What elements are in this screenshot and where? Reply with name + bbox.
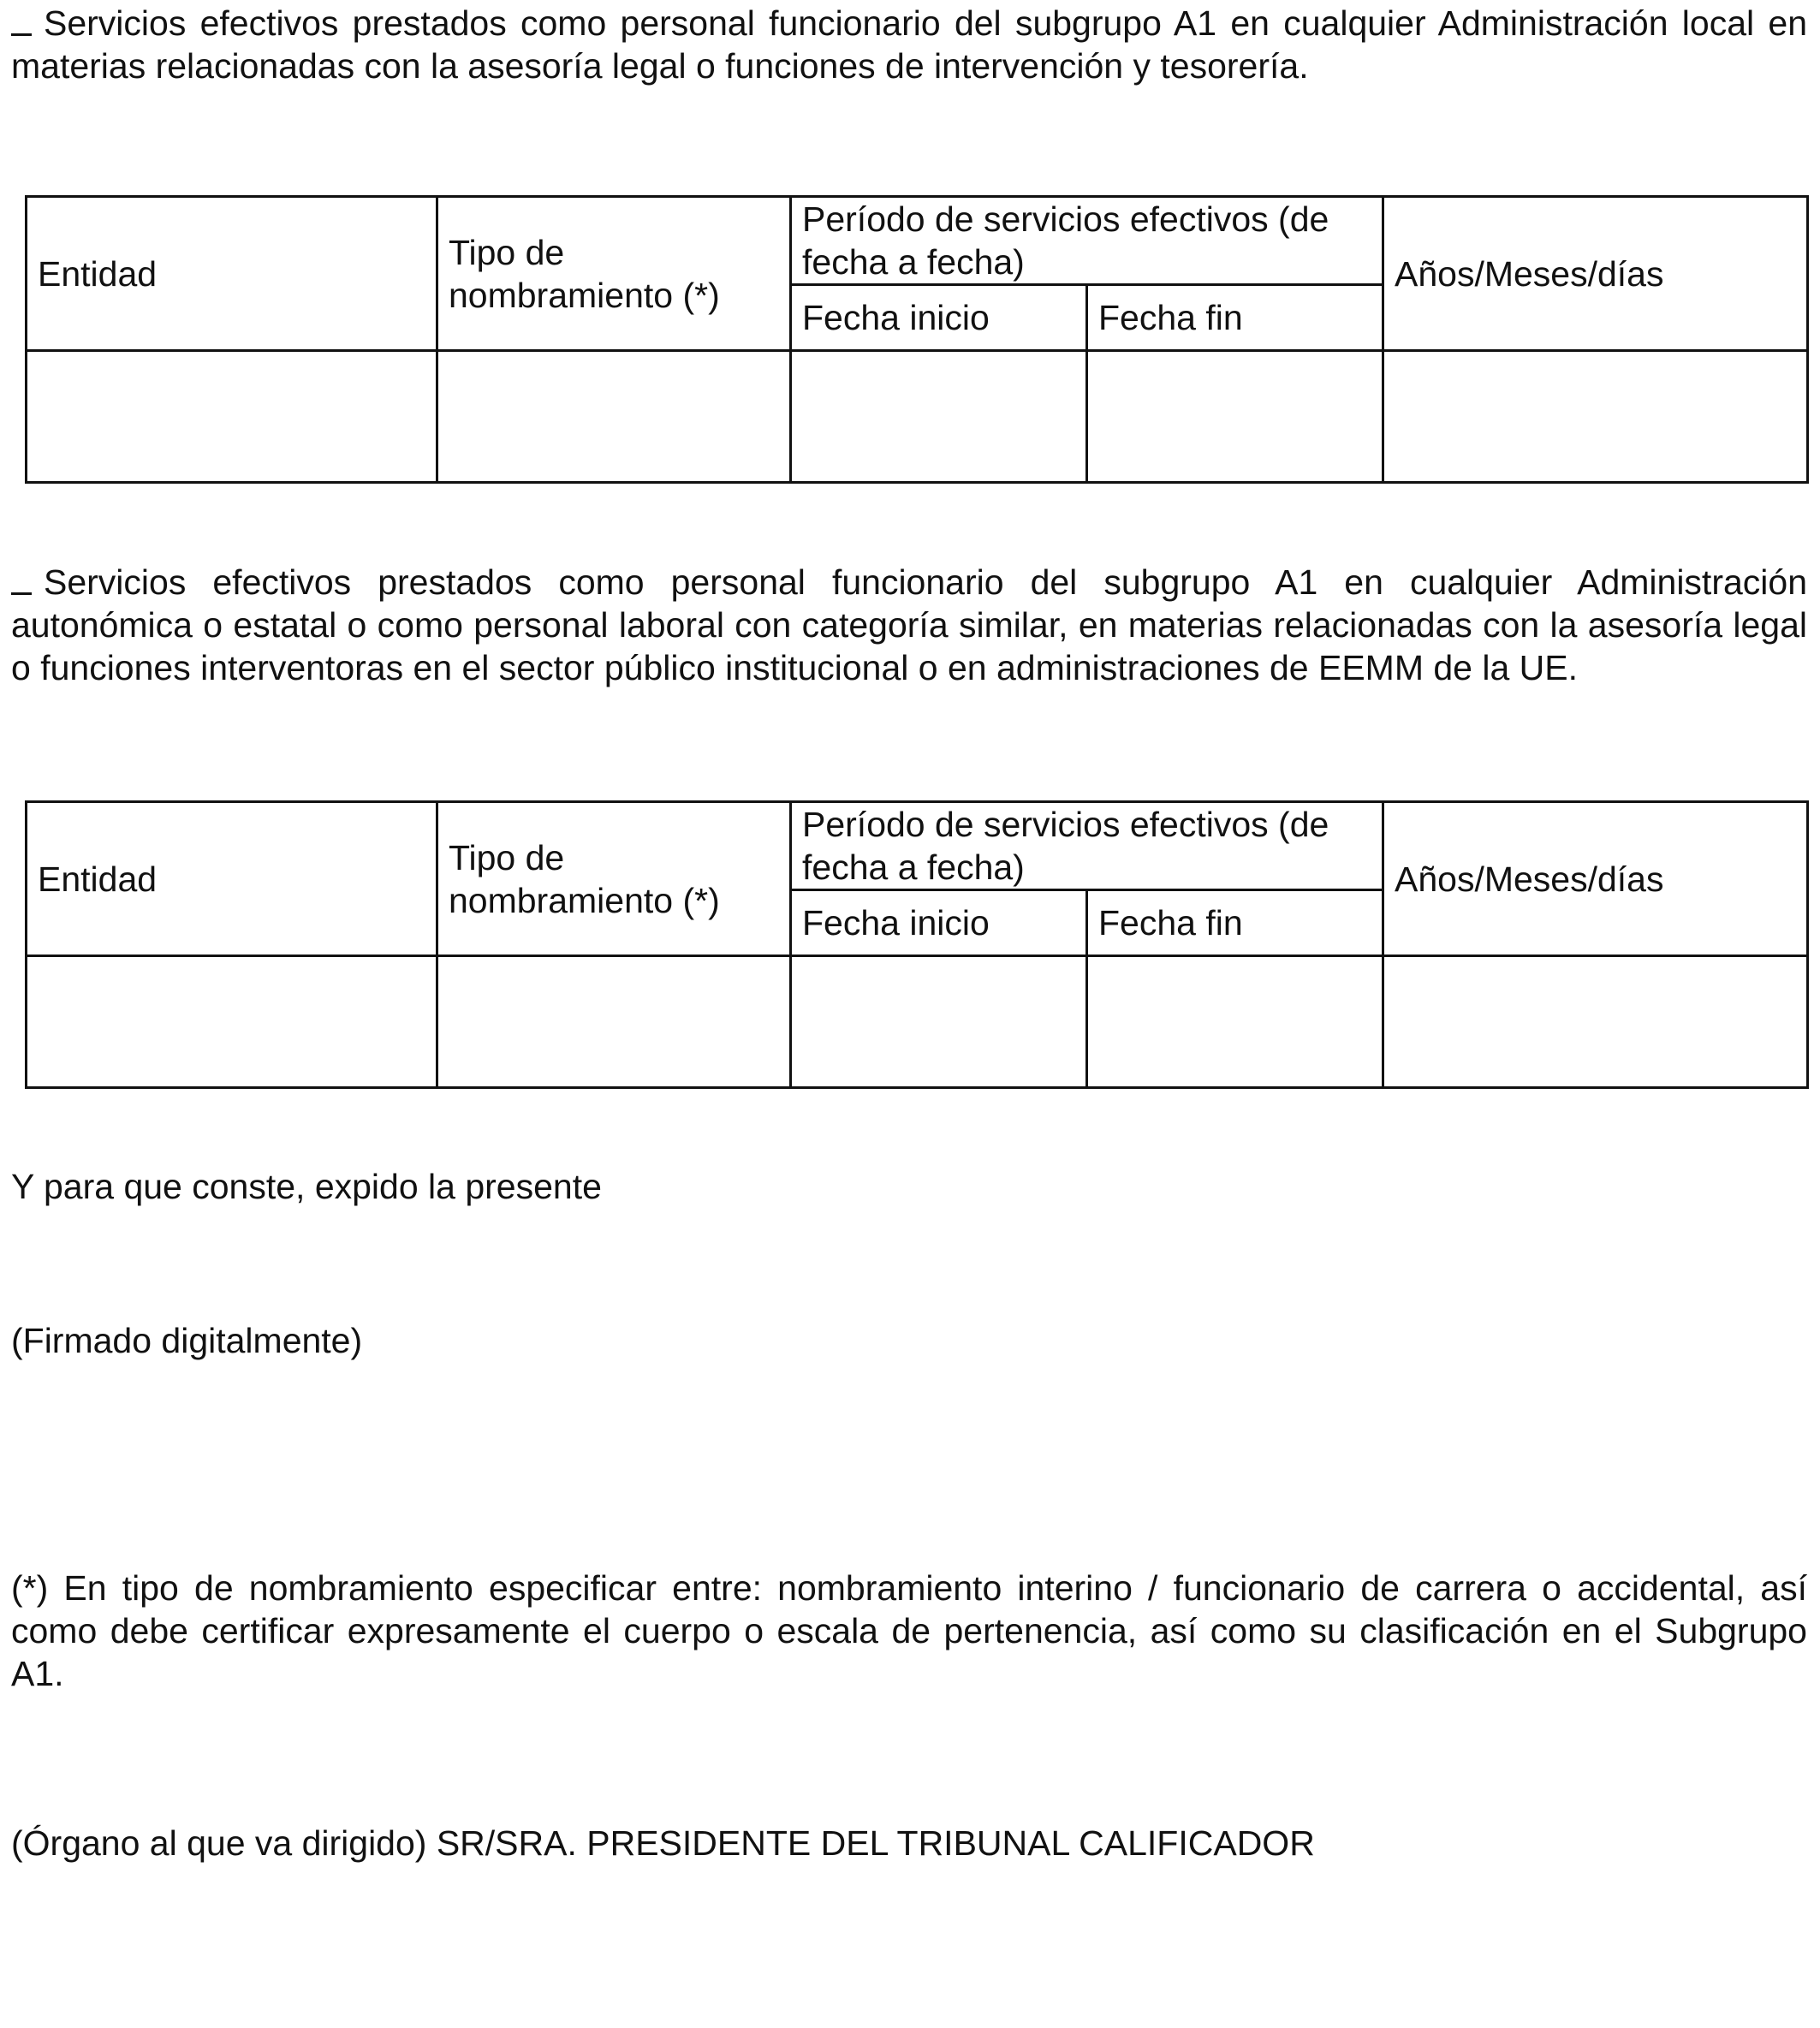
section2-text: Servicios efectivos prestados como personal funcionario del subgrupo A1 en cualquier Administración autonómica o estatal o como personal laboral con categoría similar, en materias relacionadas con la asesoría legal o funciones interventoras en el sector público institucional o en administraciones de EEMM de la UE. [11,562,1807,687]
header-entidad: Entidad [27,802,437,956]
header-fecha-fin: Fecha fin [1087,285,1383,351]
header-entidad: Entidad [27,197,437,351]
cell-tipo-nombramiento[interactable] [437,351,791,483]
addressee-text: (Órgano al que va dirigido) SR/SRA. PRESIDENTE DEL TRIBUNAL CALIFICADOR [11,1823,1315,1863]
cell-fecha-inicio[interactable] [791,351,1087,483]
services-table-1 [25,195,1809,484]
cell-entidad[interactable] [27,351,437,483]
header-periodo: Período de servicios efectivos (de fecha a fecha) [791,197,1383,285]
section2-paragraph [11,561,1807,689]
dash-bullet [11,33,32,36]
header-fecha-fin: Fecha fin [1087,890,1383,956]
cell-entidad[interactable] [27,956,437,1088]
footnote-text: (*) En tipo de nombramiento especificar entre: nombramiento interino / funcionario de carrera o accidental, así como debe certificar expresamente el cuerpo o escala de pertenencia, así como su clasificación en el Subgrupo A1. [11,1568,1807,1693]
header-anos-meses-dias: Años/Meses/días [1383,197,1808,351]
cell-fecha-fin[interactable] [1087,351,1383,483]
cell-tipo-nombramiento[interactable] [437,956,791,1088]
closing-text: Y para que conste, expido la presente [11,1167,602,1206]
section1-paragraph [11,2,1807,87]
header-fecha-inicio: Fecha inicio [791,285,1087,351]
header-periodo: Período de servicios efectivos (de fecha a fecha) [791,802,1383,890]
header-tipo-nombramiento: Tipo de nombramiento (*) [437,197,791,351]
section1-text: Servicios efectivos prestados como personal funcionario del subgrupo A1 en cualquier Administración local en materias relacionadas con la asesoría legal o funciones de intervención y tesorería. [11,3,1807,86]
header-anos-meses-dias: Años/Meses/días [1383,802,1808,956]
signature-text: (Firmado digitalmente) [11,1321,363,1360]
cell-fecha-fin[interactable] [1087,956,1383,1088]
cell-fecha-inicio[interactable] [791,956,1087,1088]
cell-anos-meses-dias[interactable] [1383,956,1808,1088]
header-tipo-nombramiento: Tipo de nombramiento (*) [437,802,791,956]
header-fecha-inicio: Fecha inicio [791,890,1087,956]
cell-anos-meses-dias[interactable] [1383,351,1808,483]
services-table-2 [25,800,1809,1089]
dash-bullet [11,592,32,595]
